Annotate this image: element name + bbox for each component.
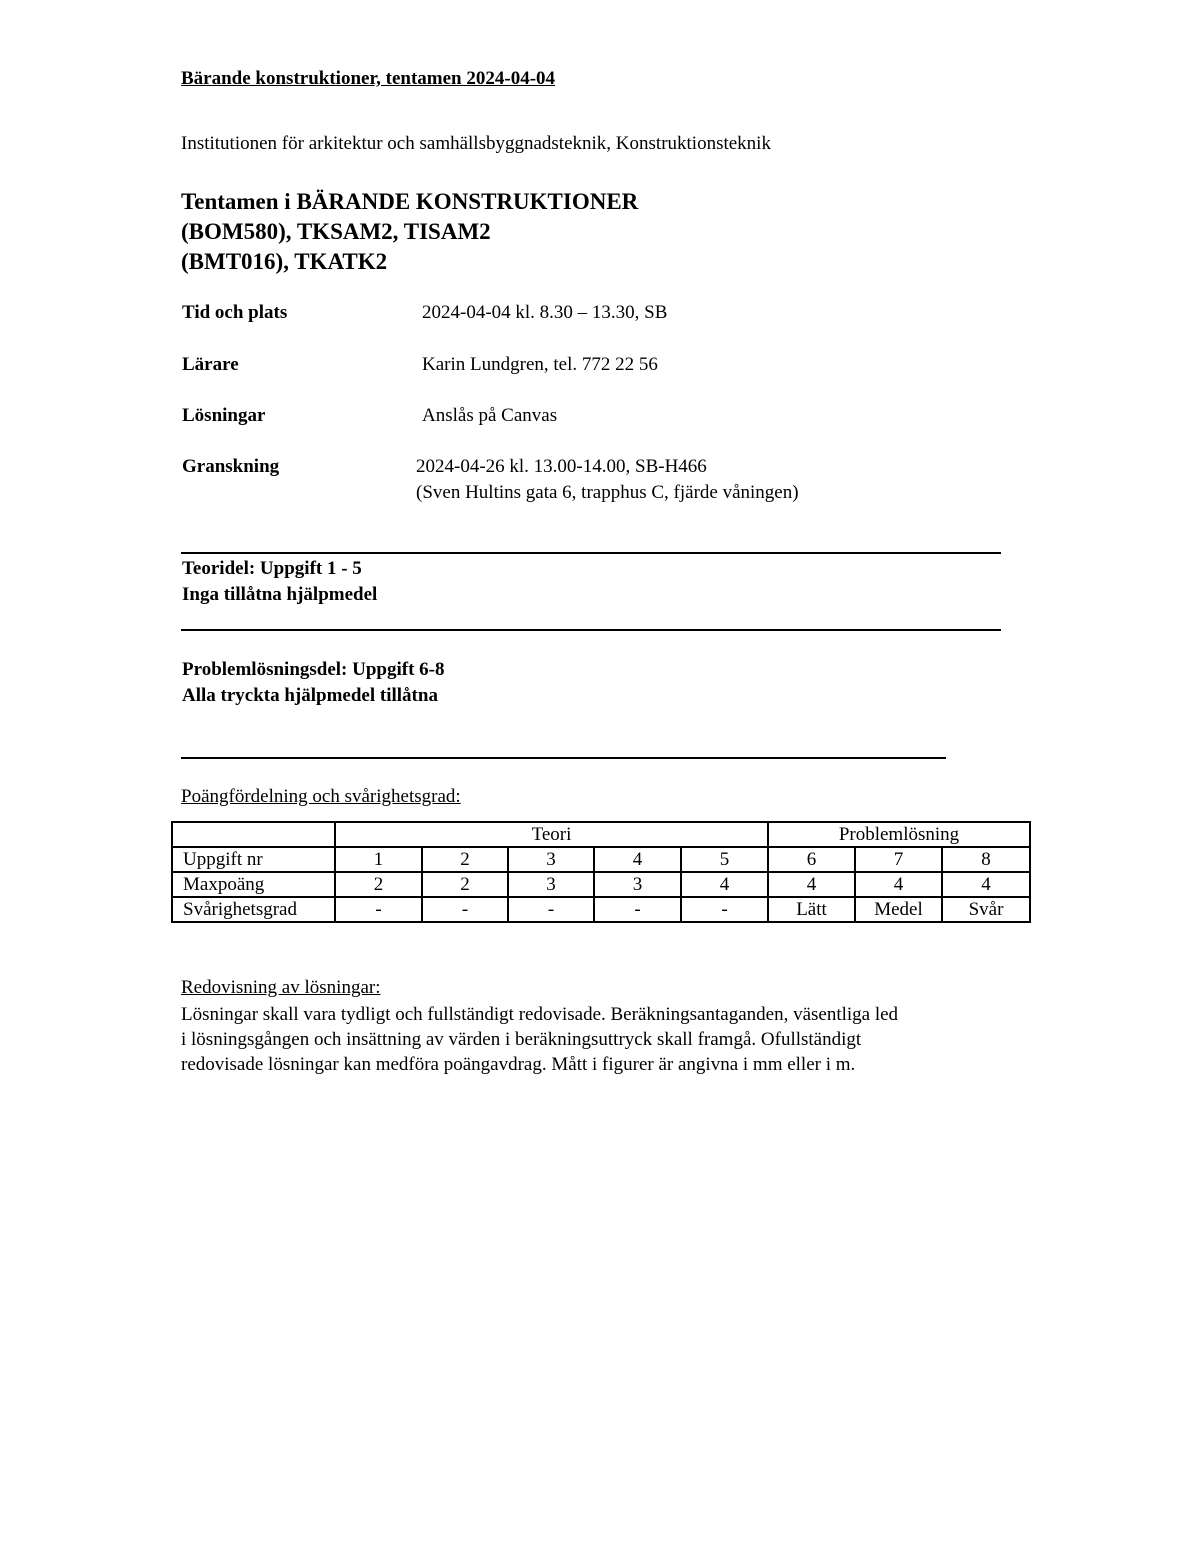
granskning-value: 2024-04-26 kl. 13.00-14.00, SB-H466: [416, 456, 707, 477]
larare-label: Lärare: [182, 354, 239, 375]
row-label: Svårighetsgrad: [172, 897, 335, 922]
report-line2: i lösningsgången och insättning av värden i beräkningsuttryck skall framgå. Ofullständigt: [181, 1029, 862, 1050]
granskning-label: Granskning: [182, 456, 280, 477]
tid-label: Tid och plats: [182, 302, 288, 323]
table-cell: 5: [681, 847, 768, 872]
tid-value: 2024-04-04 kl. 8.30 – 13.30, SB: [422, 302, 668, 323]
report-line3: redovisade lösningar kan medföra poängavdrag. Mått i figurer är angivna i mm eller i m.: [181, 1054, 856, 1075]
granskning-address: (Sven Hultins gata 6, trapphus C, fjärde våningen): [416, 482, 799, 503]
exam-title: [181, 187, 638, 277]
table-cell: 4: [681, 872, 768, 897]
table-cell: 3: [508, 872, 594, 897]
table-cell: -: [335, 897, 422, 922]
row-label: Maxpoäng: [172, 872, 335, 897]
larare-value: Karin Lundgren, tel. 772 22 56: [422, 354, 658, 375]
table-cell: 2: [335, 872, 422, 897]
table-cell: 4: [594, 847, 681, 872]
exam-title-line3: (BMT016), TKATK2: [181, 249, 388, 274]
table-cell: -: [681, 897, 768, 922]
problem-line1: Problemlösningsdel: Uppgift 6-8: [182, 659, 445, 680]
table-cell: 8: [942, 847, 1030, 872]
table-row: [172, 897, 1030, 922]
problem-line2: Alla tryckta hjälpmedel tillåtna: [182, 685, 438, 706]
report-paragraph: [181, 1002, 1031, 1077]
divider-2: [181, 629, 1001, 631]
table-corner-cell: [172, 822, 335, 847]
divider-1: [181, 552, 1001, 554]
theory-line2: Inga tillåtna hjälpmedel: [182, 584, 378, 605]
table-cell: 4: [855, 872, 942, 897]
report-line1: Lösningar skall vara tydligt och fullständigt redovisade. Beräkningsantaganden, väsentliga led: [181, 1004, 899, 1025]
divider-3: [181, 757, 946, 759]
table-cell: 6: [768, 847, 855, 872]
table-cell: 2: [422, 847, 508, 872]
table-cell: 2: [422, 872, 508, 897]
table-cell: 3: [508, 847, 594, 872]
exam-title-line1: Tentamen i BÄRANDE KONSTRUKTIONER: [181, 189, 639, 214]
table-cell: -: [422, 897, 508, 922]
table-cell: -: [508, 897, 594, 922]
table-cell: 3: [594, 872, 681, 897]
exam-title-line2: (BOM580), TKSAM2, TISAM2: [181, 219, 491, 244]
table-cell: 4: [942, 872, 1030, 897]
theory-section: [182, 556, 377, 608]
table-group-row: [172, 822, 1030, 847]
points-table: [171, 821, 1031, 923]
problem-section: [182, 657, 445, 709]
report-heading: Redovisning av lösningar:: [181, 977, 381, 998]
group-theory: Teori: [335, 822, 768, 847]
table-row: [172, 872, 1030, 897]
document-header-title: Bärande konstruktioner, tentamen 2024-04-04: [181, 68, 556, 89]
table-cell: Medel: [855, 897, 942, 922]
points-heading: Poängfördelning och svårighetsgrad:: [181, 786, 461, 807]
table-cell: 4: [768, 872, 855, 897]
institution-line: Institutionen för arkitektur och samhällsbyggnadsteknik, Konstruktionsteknik: [181, 133, 771, 154]
theory-line1: Teoridel: Uppgift 1 - 5: [182, 558, 362, 579]
losningar-label: Lösningar: [182, 405, 266, 426]
table-cell: 7: [855, 847, 942, 872]
table-cell: 1: [335, 847, 422, 872]
table-row: [172, 847, 1030, 872]
table-cell: Svår: [942, 897, 1030, 922]
losningar-value: Anslås på Canvas: [422, 405, 558, 426]
table-cell: -: [594, 897, 681, 922]
group-problem: Problemlösning: [768, 822, 1030, 847]
table-cell: Lätt: [768, 897, 855, 922]
row-label: Uppgift nr: [172, 847, 335, 872]
